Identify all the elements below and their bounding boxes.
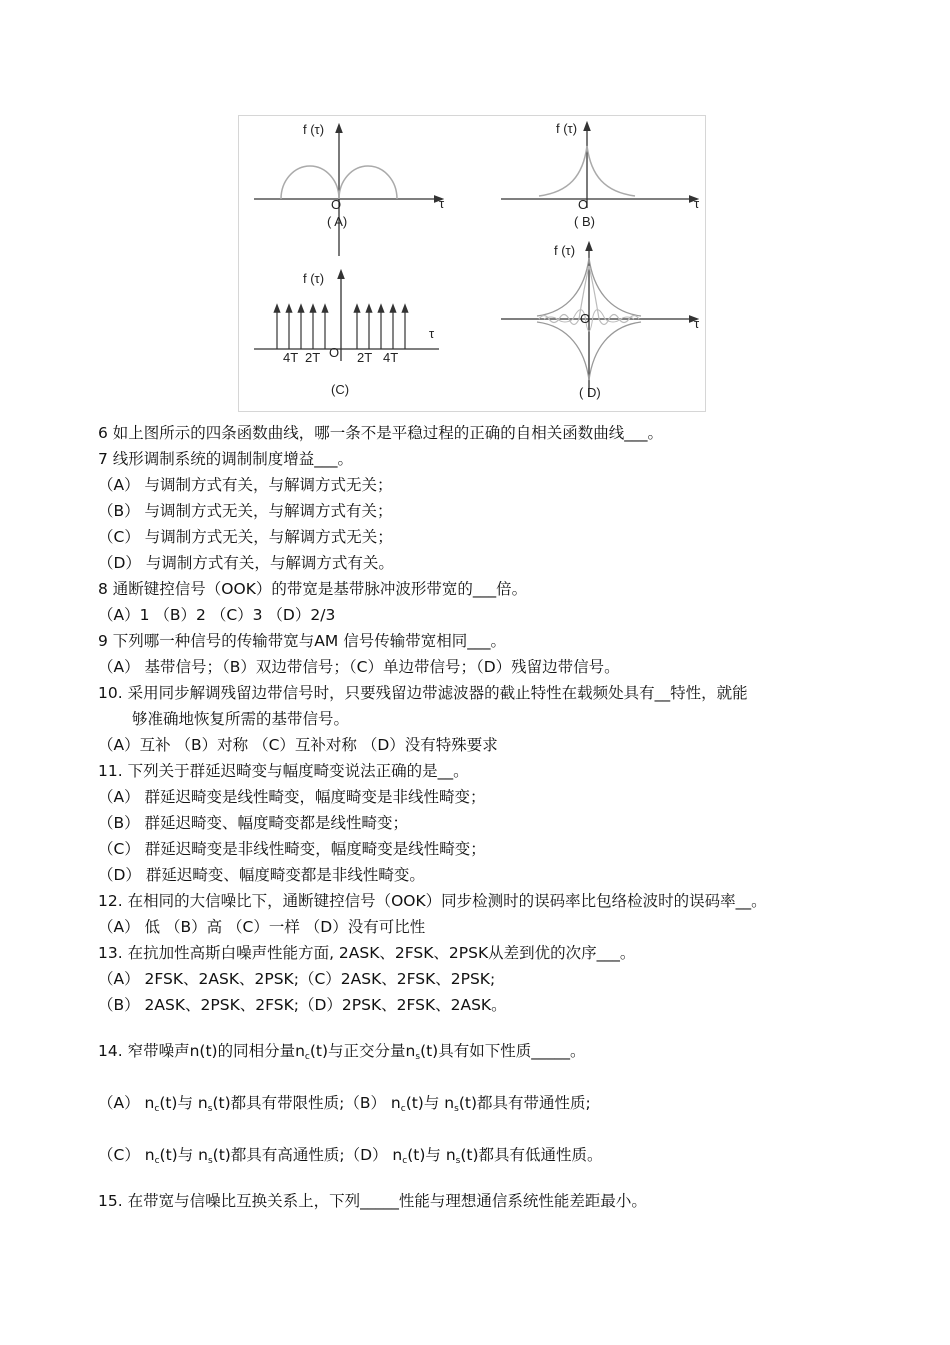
question-12: 12. 在相同的大信噪比下，通断键控信号（OOK）同步检测时的误码率比包络检波时的误码率__。 xyxy=(98,892,767,910)
panel-c-tick-3: 2T xyxy=(357,350,373,365)
q9-options: （A） 基带信号；（B）双边带信号；（C）单边带信号；（D）残留边带信号。 xyxy=(98,658,620,676)
q7-option-a: （A） 与调制方式有关，与解调方式无关； xyxy=(98,476,393,494)
panel-d-tau: τ xyxy=(694,316,700,331)
q8-options: （A）1 （B）2 （C）3 （D）2/3 xyxy=(98,606,336,624)
q7-option-d: （D） 与调制方式有关，与解调方式有关。 xyxy=(98,554,394,572)
question-10-cont: 够准确地恢复所需的基带信号。 xyxy=(132,710,350,728)
question-11: 11. 下列关于群延迟畸变与幅度畸变说法正确的是__。 xyxy=(98,762,469,780)
q14-options-cd: （C） $n_c(t)$与 $n_s(t)$都具有高通性质;（D） $n_c(t)$与 $n_s(t)$都具有低通性质。 xyxy=(98,1146,603,1166)
q10-options: （A）互补 （B）对称 （C）互补对称 （D）没有特殊要求 xyxy=(98,736,498,754)
q11-option-d: （D） 群延迟畸变、幅度畸变都是非线性畸变。 xyxy=(98,866,425,884)
q14-options-ab: （A） $n_c(t)$与 $n_s(t)$都具有带限性质;（B） $n_c(t)$与 $n_s(t)$都具有带通性质; xyxy=(98,1094,591,1114)
autocorrelation-figure xyxy=(238,115,706,412)
panel-a-origin: O xyxy=(331,197,342,212)
figure-svg xyxy=(239,116,705,411)
panel-c-label: (C) xyxy=(331,382,350,397)
panel-c-tau: τ xyxy=(429,326,435,341)
panel-d xyxy=(501,243,700,400)
panel-c xyxy=(254,271,439,397)
question-9: 9 下列哪一种信号的传输带宽与AM 信号传输带宽相同___。 xyxy=(98,632,506,650)
panel-d-origin: O xyxy=(580,311,591,326)
panel-c-axis-label: f (τ) xyxy=(303,271,325,286)
question-10: 10. 采用同步解调残留边带信号时，只要残留边带滤波器的截止特性在载频处具有__特性，就能 xyxy=(98,684,748,702)
panel-c-tick-2: 2T xyxy=(305,350,321,365)
q13-options-ac: （A） 2FSK、2ASK、2PSK;（C）2ASK、2FSK、2PSK; xyxy=(98,970,496,988)
q13-options-bd: （B） 2ASK、2PSK、2FSK;（D）2PSK、2FSK、2ASK。 xyxy=(98,996,507,1014)
question-8: 8 通断键控信号（OOK）的带宽是基带脉冲波形带宽的___倍。 xyxy=(98,580,528,598)
panel-b xyxy=(501,121,700,229)
panel-c-tick-4: 4T xyxy=(383,350,399,365)
panel-a-label: ( A) xyxy=(327,214,348,229)
panel-b-label: ( B) xyxy=(574,214,595,229)
panel-c-origin: O xyxy=(329,345,340,360)
q11-option-a: （A） 群延迟畸变是线性畸变，幅度畸变是非线性畸变； xyxy=(98,788,486,806)
question-7: 7 线形调制系统的调制制度增益___。 xyxy=(98,450,354,468)
q7-option-b: （B） 与调制方式无关，与解调方式有关； xyxy=(98,502,393,520)
q11-option-b: （B） 群延迟畸变、幅度畸变都是线性畸变； xyxy=(98,814,409,832)
q7-option-c: （C） 与调制方式无关，与解调方式无关； xyxy=(98,528,393,546)
panel-b-origin: O xyxy=(578,197,589,212)
panel-b-axis-label: f (τ) xyxy=(556,121,578,136)
panel-c-tick-1: 4T xyxy=(283,350,299,365)
panel-d-label: ( D) xyxy=(579,385,601,400)
q11-option-c: （C） 群延迟畸变是非线性畸变，幅度畸变是线性畸变； xyxy=(98,840,486,858)
panel-d-axis-label: f (τ) xyxy=(554,243,576,258)
q12-options: （A） 低 （B）高 （C）一样 （D）没有可比性 xyxy=(98,918,426,936)
panel-a-tau: τ xyxy=(439,196,445,211)
question-13: 13. 在抗加性高斯白噪声性能方面, 2ASK、2FSK、2PSK从差到优的次序___。 xyxy=(98,944,636,962)
question-14: 14. 窄带噪声n(t)的同相分量$n_c(t)$与正交分量$n_s(t)$具有如下性质_____。 xyxy=(98,1042,586,1062)
question-6: 6 如上图所示的四条函数曲线，哪一条不是平稳过程的正确的自相关函数曲线___。 xyxy=(98,424,664,442)
panel-a-axis-label: f (τ) xyxy=(303,122,325,137)
panel-a xyxy=(254,122,445,256)
panel-b-tau: τ xyxy=(694,196,700,211)
question-15: 15. 在带宽与信噪比互换关系上，下列_____性能与理想通信系统性能差距最小。 xyxy=(98,1192,647,1210)
